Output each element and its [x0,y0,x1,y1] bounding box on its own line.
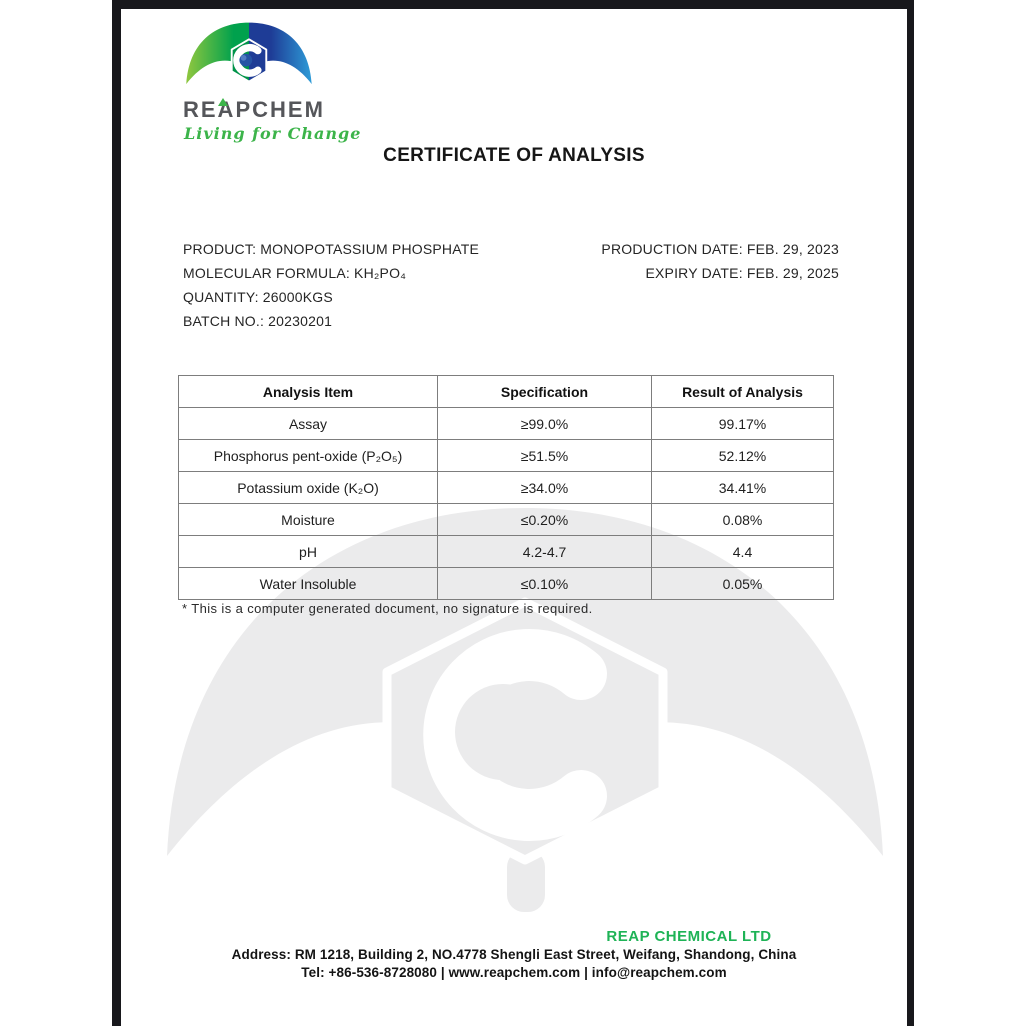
column-header-analysis-item: Analysis Item [179,376,438,408]
product-info [183,237,479,333]
page-title: CERTIFICATE OF ANALYSIS [383,145,645,166]
specification-cell: ≤0.10% [438,568,652,600]
column-header-result: Result of Analysis [652,376,834,408]
date-info [601,237,839,285]
specification-cell: 4.2-4.7 [438,536,652,568]
result-cell: 0.08% [652,504,834,536]
result-cell: 52.12% [652,440,834,472]
analysis-table [178,375,834,600]
brand-a-accent-icon [218,98,228,106]
table-row [179,440,834,472]
table-row [179,504,834,536]
table-header-row [179,376,834,408]
analysis-item-cell: Water Insoluble [179,568,438,600]
brand-tagline: Living for Change [184,124,362,143]
footer-contact: Tel: +86-536-8728080 | www.reapchem.com | info@reapchem.com [301,965,727,980]
specification-cell: ≤0.20% [438,504,652,536]
specification-cell: ≥34.0% [438,472,652,504]
footer-address: Address: RM 1218, Building 2, NO.4778 Shengli East Street, Weifang, Shandong, China [231,947,797,962]
analysis-item-cell: pH [179,536,438,568]
specification-cell: ≥99.0% [438,408,652,440]
column-header-specification: Specification [438,376,652,408]
product-line: PRODUCT: MONOPOTASSIUM PHOSPHATE [183,241,480,257]
analysis-item-cell: Potassium oxide (K₂O) [179,472,438,504]
specification-cell: ≥51.5% [438,440,652,472]
quantity-line: QUANTITY: 26000KGS [183,289,333,305]
expiry-date-line: EXPIRY DATE: FEB. 29, 2025 [645,265,839,281]
table-row [179,536,834,568]
certificate-page [112,0,914,1026]
result-cell: 34.41% [652,472,834,504]
analysis-item-cell: Moisture [179,504,438,536]
analysis-item-cell: Phosphorus pent-oxide (P₂O₅) [179,440,438,472]
molecular-formula-line: MOLECULAR FORMULA: KH₂PO₄ [183,265,407,281]
result-cell: 4.4 [652,536,834,568]
table-row [179,568,834,600]
production-date-line: PRODUCTION DATE: FEB. 29, 2023 [601,241,839,257]
result-cell: 99.17% [652,408,834,440]
table-row [179,472,834,504]
brand-logo-icon [185,21,313,96]
result-cell: 0.05% [652,568,834,600]
brand-name: REAPCHEM [183,97,325,122]
batch-no-line: BATCH NO.: 20230201 [183,313,333,329]
footer-company-name: REAP CHEMICAL LTD [606,928,772,945]
table-row [179,408,834,440]
footnote: * This is a computer generated document, no signature is required. [182,601,593,616]
analysis-item-cell: Assay [179,408,438,440]
